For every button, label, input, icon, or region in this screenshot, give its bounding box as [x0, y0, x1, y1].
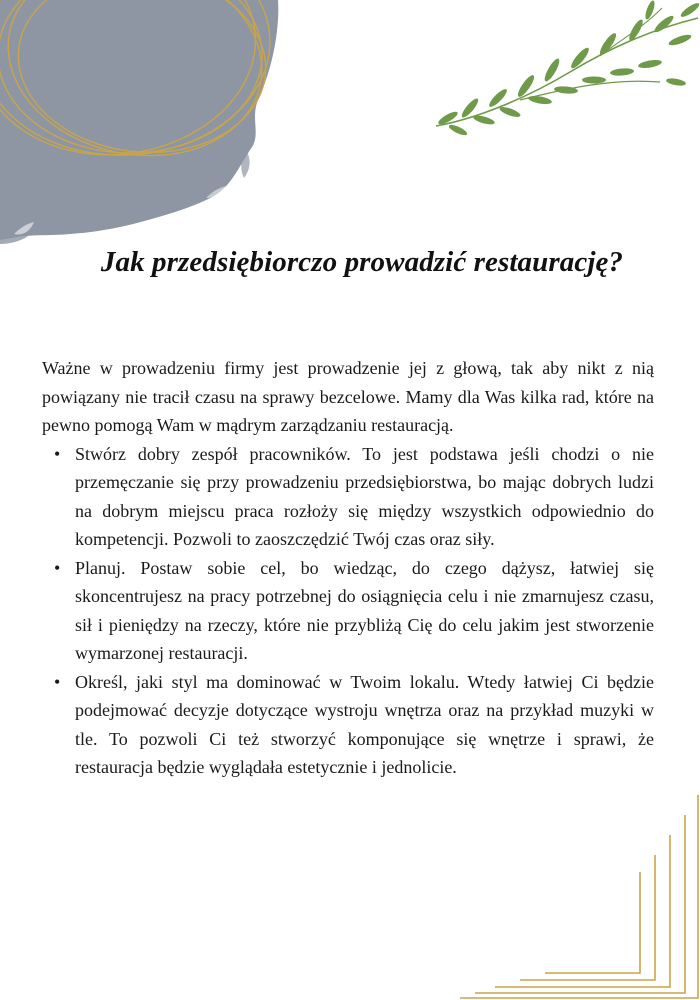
tips-list	[42, 440, 654, 782]
intro-paragraph: Ważne w prowadzeniu firmy jest prowadzenie jej z głową, tak aby nikt z nią powiązany nie tracił czasu na sprawy bezcelowe. Mamy dla Was kilka rad, które na pewno pomogą Wam w mądrym zarządzaniu restauracją.	[42, 358, 654, 435]
page-title: Jak przedsiębiorczo prowadzić restaurację?	[100, 246, 624, 278]
list-item	[42, 668, 654, 782]
bullet-icon: •	[54, 671, 61, 692]
paint-splash	[0, 0, 278, 244]
list-item	[42, 554, 654, 668]
olive-branch-icon	[436, 0, 700, 137]
gold-corner-lines-icon	[460, 795, 698, 998]
bullet-icon: •	[54, 557, 61, 578]
list-item-text: Określ, jaki styl ma dominować w Twoim lokalu. Wtedy łatwiej Ci będzie podejmować decyzje dotyczące wystroju wnętrza oraz na przykład muzyki w tle. To pozwoli Ci też stworzyć komponujące się wnętrze i sprawi, że restauracja będzie wyglądała estetycznie i jednolicie.	[75, 671, 654, 777]
list-item-text: Stwórz dobry zespół pracowników. To jest podstawa jeśli chodzi o nie przemęczanie się przy prowadzeniu przedsiębiorstwa, bo mając dobrych ludzi na dobrym miejscu praca rozłoży się między wszystkich odpowiednio do kompetencji. Pozwoli to zaoszczędzić Twój czas oraz siły.	[75, 443, 654, 549]
article-body	[42, 354, 654, 782]
list-item-text: Planuj. Postaw sobie cel, bo wiedząc, do czego dążysz, łatwiej się skoncentrujesz na pracy potrzebnej do osiągnięcia celu i nie zmarnujesz czasu, sił i pieniędzy na rzeczy, które nie przybliżą Cię do celu jakim jest stworzenie wymarzonej restauracji.	[75, 557, 654, 663]
bullet-icon: •	[54, 443, 61, 464]
list-item	[42, 440, 654, 554]
